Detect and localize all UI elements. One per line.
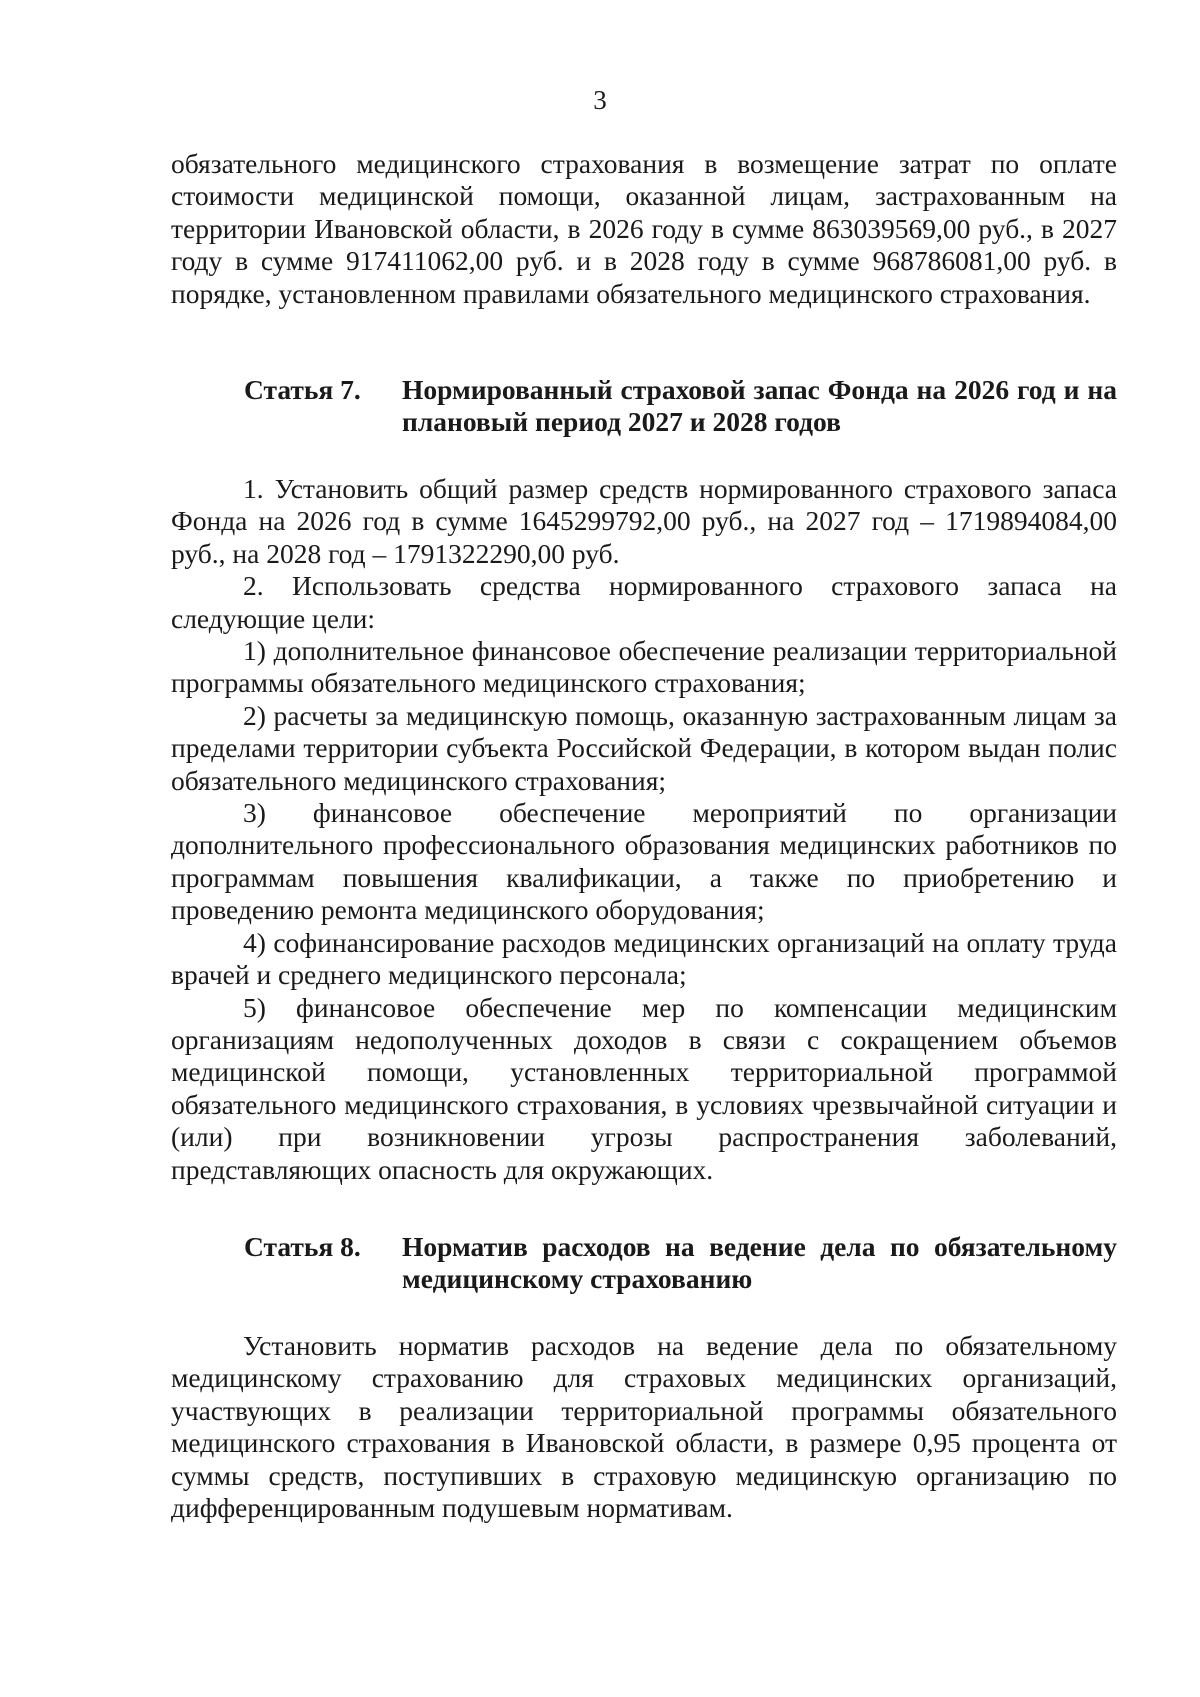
- article-7-heading: [244, 374, 1117, 439]
- intro-block: [171, 148, 1117, 310]
- page-number: 3: [593, 85, 607, 115]
- article-8-body: [171, 1330, 1117, 1524]
- article-7-title: Нормированный страховой запас Фонда на 2026 год и на плановый период 2027 и 2028 годов: [402, 374, 1117, 438]
- article-8-heading: [244, 1231, 1117, 1296]
- article-7-body: [171, 473, 1117, 1186]
- article-8-title: Норматив расходов на ведение дела по обязательному медицинскому страхованию: [402, 1231, 1117, 1295]
- intro-paragraph: обязательного медицинского страхования в возмещение затрат по оплате стоимости медицинской помощи, оказанной лицам, застрахованным на территории Ивановской области, в 2026 году в сумме 863039569,00 руб., в 2027 году в сумме 917411062,00 руб. и в 2028 году в сумме 968786081,00 руб. в порядке, установленном правилами обязательного медицинского страхования.: [171, 148, 1117, 309]
- article-7-list-item: 2) расчеты за медицинскую помощь, оказанную застрахованным лицам за пределами территории субъекта Российской Федерации, в котором выдан полис обязательного медицинского страхования;: [171, 699, 1117, 796]
- article-7-list-item: 3) финансовое обеспечение мероприятий по организации дополнительного профессионального образования медицинских работников по программам повышения квалификации, а также по приобретению и проведению ремонта медицинского оборудования;: [171, 797, 1117, 926]
- article-7-paragraph: 2. Использовать средства нормированного страхового запаса на следующие цели:: [171, 570, 1117, 634]
- article-7-list-item: 4) софинансирование расходов медицинских организаций на оплату труда врачей и среднего медицинского персонала;: [171, 926, 1117, 991]
- article-7-list-item: 5) финансовое обеспечение мер по компенсации медицинским организациям недополученных доходов в связи с сокращением объемов медицинской помощи, установленных территориальной программой обязательного медицинского страхования, в условиях чрезвычайной ситуации и (или) при возникновении угрозы распространения заболеваний, представляющих опасность для окружающих.: [171, 991, 1117, 1185]
- article-7-list-item: 1) дополнительное финансовое обеспечение реализации территориальной программы обязательного медицинского страхования;: [171, 635, 1117, 699]
- article-7-label: Статья 7.: [244, 374, 361, 405]
- article-8-paragraph: Установить норматив расходов на ведение дела по обязательному медицинскому страхованию для страховых медицинских организаций, участвующих в реализации территориальной программы обязательного медицинского страхования в Ивановской области, в размере 0,95 процента от суммы средств, поступивших в страховую медицинскую организацию по дифференцированным подушевым нормативам.: [171, 1330, 1117, 1524]
- article-7-paragraph: 1. Установить общий размер средств нормированного страхового запаса Фонда на 2026 год в сумме 1645299792,00 руб., на 2027 год – 1719894084,00 руб., на 2028 год – 1791322290,00 руб.: [171, 473, 1117, 569]
- article-8-label: Статья 8.: [244, 1231, 361, 1262]
